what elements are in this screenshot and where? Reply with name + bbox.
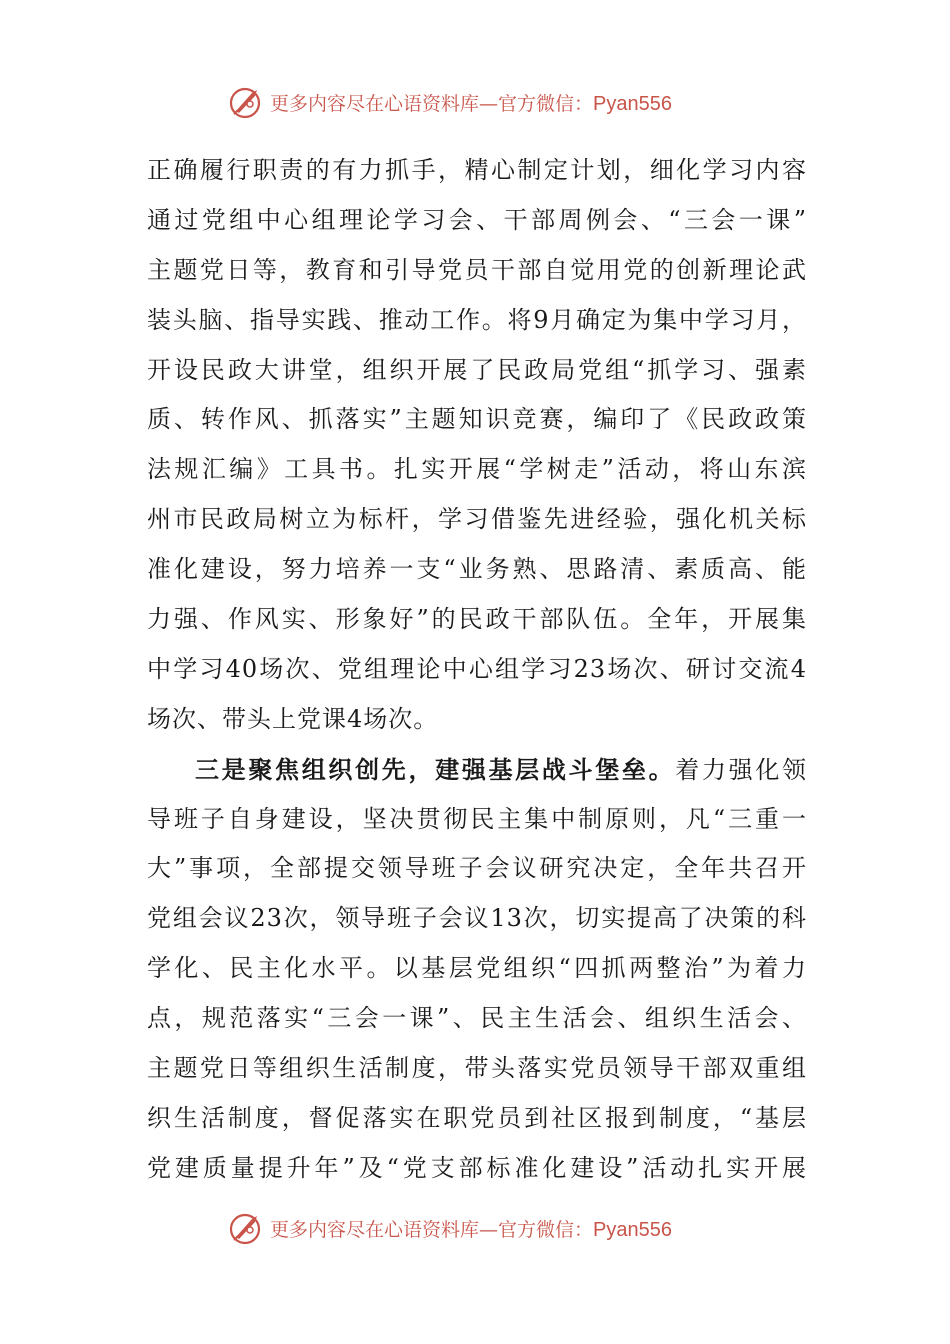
text-line: 准化建设，努力培养一支“业务熟、思路清、素质高、能 <box>147 555 807 584</box>
text-line: 力强、作风实、形象好”的民政干部队伍。全年，开展集 <box>147 605 807 634</box>
text-line: 装头脑、指导实践、推动工作。将9月确定为集中学习月， <box>147 305 807 334</box>
text-line: 导班子自身建设，坚决贯彻民主集中制原则，凡“三重一 <box>147 804 807 833</box>
pen-logo-icon <box>228 84 264 120</box>
text-line: 大”事项，全部提交领导班子会议研究决定，全年共召开 <box>147 854 807 883</box>
text-line: 质、转作风、抓落实”主题知识竞赛，编印了《民政政策 <box>147 405 807 434</box>
pen-logo-icon <box>228 1210 264 1246</box>
header-wechat-id: Pyan556 <box>593 92 672 115</box>
text-line: 场次、带头上党课4场次。 <box>147 704 439 733</box>
text-line: 法规汇编》工具书。扎实开展“学树走”活动，将山东滨 <box>147 455 807 484</box>
text-line: 学化、民主化水平。以基层党组织“四抓两整治”为着力 <box>147 954 807 983</box>
footer-banner <box>228 1208 748 1248</box>
text-line: 党建质量提升年”及“党支部标准化建设”活动扎实开展 <box>147 1153 807 1182</box>
text-line: 主题党日等组织生活制度，带头落实党员领导干部双重组 <box>147 1054 807 1083</box>
text-line: 中学习40场次、党组理论中心组学习23场次、研讨交流4 <box>147 654 807 683</box>
paragraph-heading-rest: 着力强化领 <box>675 755 808 784</box>
text-line: 开设民政大讲堂，组织开展了民政局党组“抓学习、强素 <box>147 355 807 384</box>
footer-wechat-id: Pyan556 <box>593 1218 672 1241</box>
footer-banner-text: 更多内容尽在心语资料库—官方微信：Pyan556 <box>270 1218 672 1241</box>
text-line: 通过党组中心组理论学习会、干部周例会、“三会一课” <box>147 205 807 234</box>
text-line: 州市民政局树立为标杆，学习借鉴先进经验，强化机关标 <box>147 505 807 534</box>
text-line: 正确履行职责的有力抓手，精心制定计划，细化学习内容 <box>147 156 807 184</box>
header-banner <box>228 82 748 122</box>
paragraph-heading-line <box>147 745 807 795</box>
paragraph-heading: 三是聚焦组织创先，建强基层战斗堡垒。 <box>195 754 676 784</box>
text-line: 主题党日等，教育和引导党员干部自觉用党的创新理论武 <box>147 255 807 284</box>
header-banner-text: 更多内容尽在心语资料库—官方微信：Pyan556 <box>270 92 672 115</box>
text-line: 点，规范落实“三会一课”、民主生活会、组织生活会、 <box>147 1004 807 1033</box>
text-line: 党组会议23次，领导班子会议13次，切实提高了决策的科 <box>147 904 807 933</box>
text-line: 织生活制度，督促落实在职党员到社区报到制度，“基层 <box>147 1103 807 1132</box>
document-body <box>147 146 807 1194</box>
